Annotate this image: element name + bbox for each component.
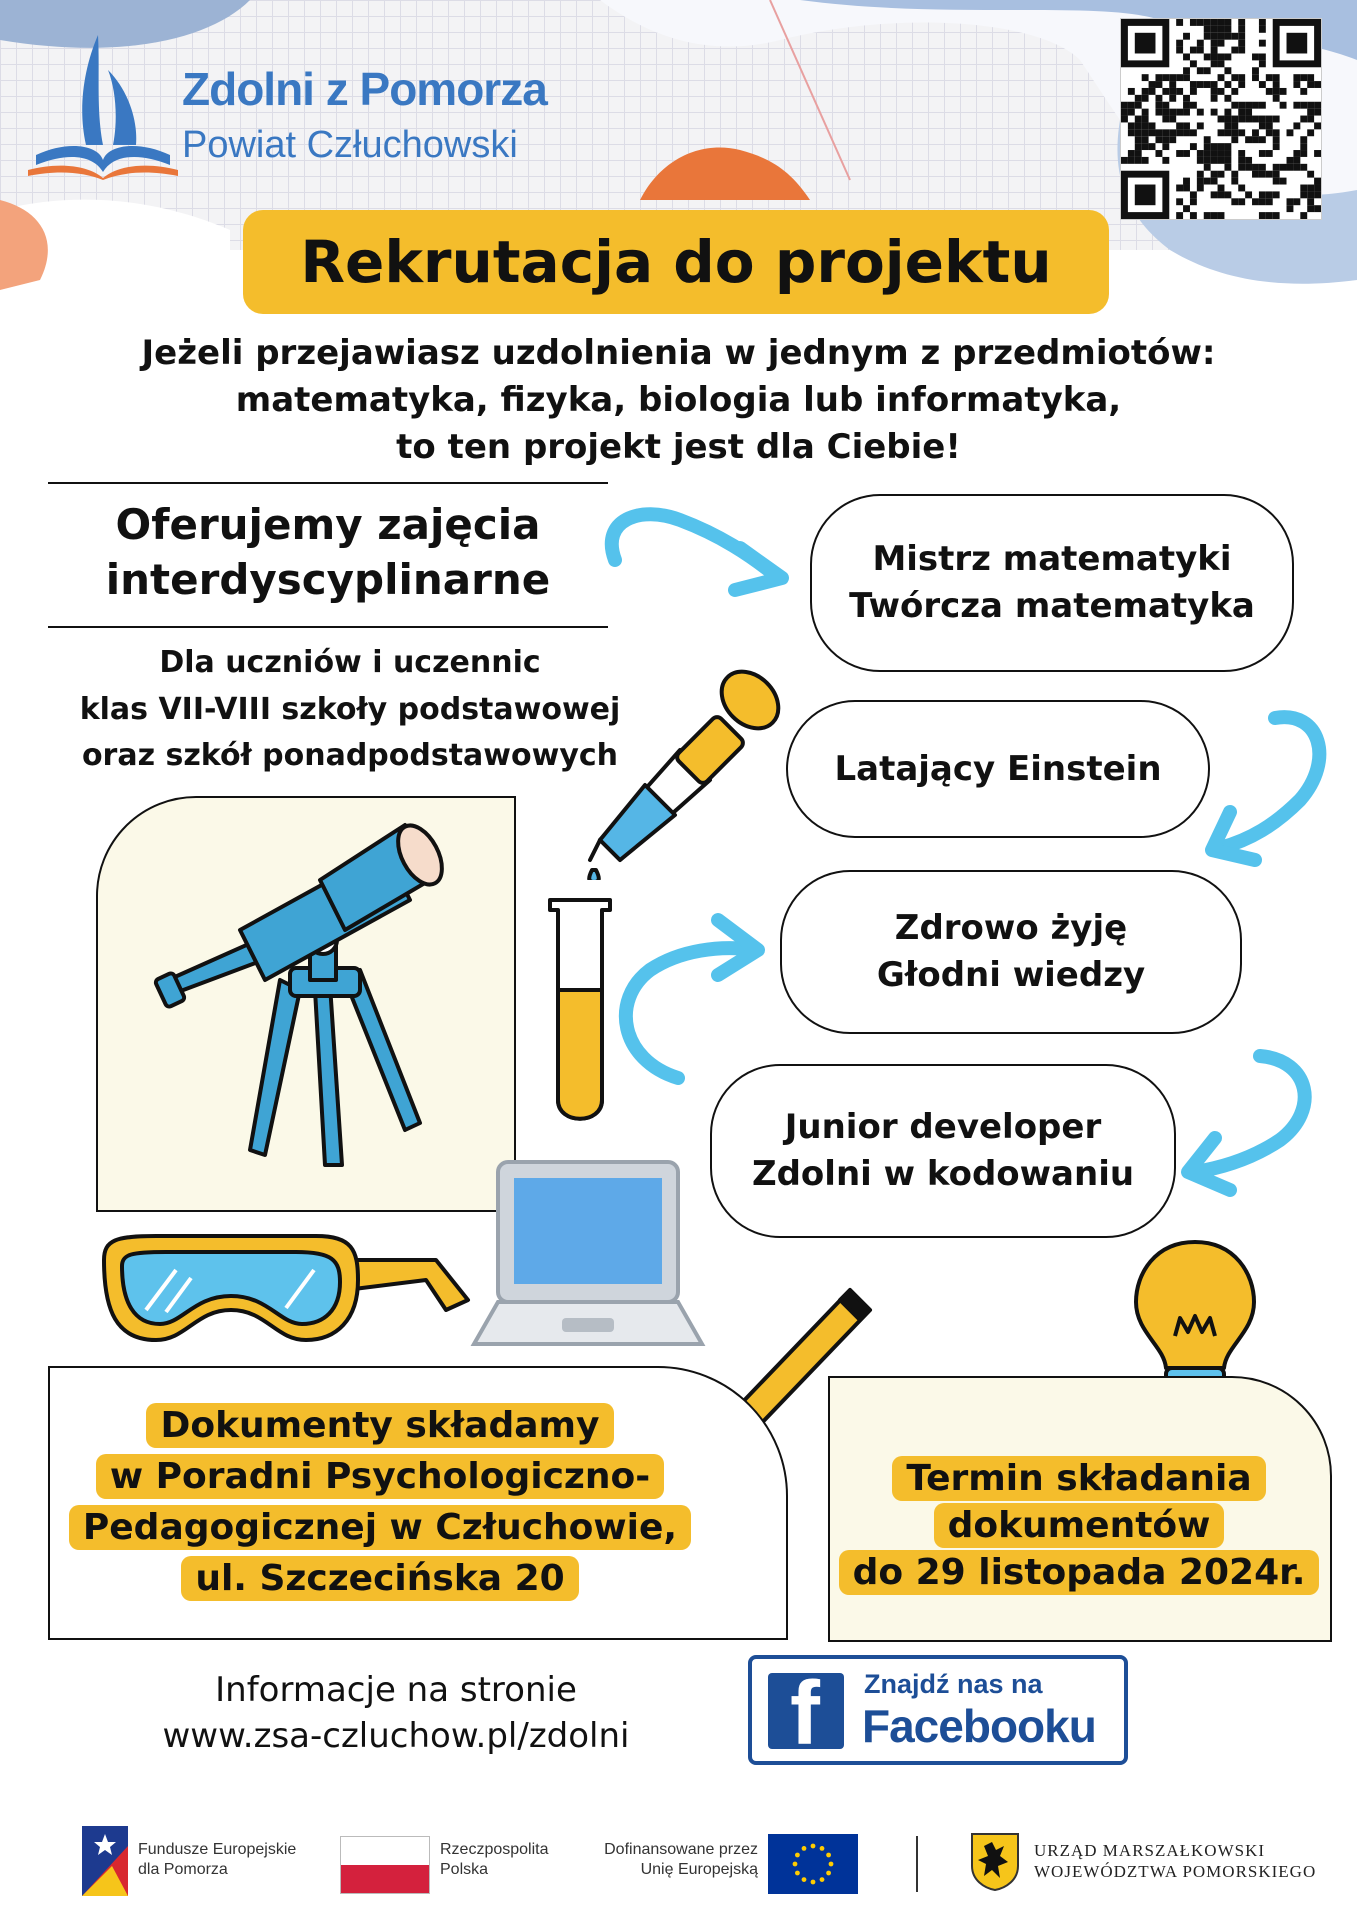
polish-flag-icon <box>340 1836 430 1894</box>
eu-flag-icon <box>768 1834 858 1894</box>
logo-title: Zdolni z Pomorza <box>182 63 547 115</box>
footer-eu-text: Dofinansowane przez Unię Europejską <box>604 1841 758 1878</box>
offer-line: interdyscyplinarne <box>105 554 551 604</box>
footer-fe-text: Fundusze Europejskie dla Pomorza <box>138 1841 297 1878</box>
page-title: Rekrutacja do projektu <box>300 228 1052 296</box>
deadline-text <box>834 1456 1324 1596</box>
intro-line: matematyka, fizyka, biologia lub informatyka, <box>235 379 1122 420</box>
facebook-button[interactable] <box>748 1655 1128 1765</box>
course-line: Twórcza matematyka <box>849 586 1255 626</box>
intro-line: to ten projekt jest dla Ciebie! <box>396 426 961 467</box>
deadline-line: Termin składania <box>892 1456 1265 1501</box>
documents-line: ul. Szczecińska 20 <box>181 1556 578 1601</box>
offer-line: Oferujemy zajęcia <box>115 500 541 549</box>
course-line: Zdolni w kodowaniu <box>751 1154 1135 1194</box>
audience-line: oraz szkół ponadpodstawowych <box>81 738 619 773</box>
footer-divider <box>916 1836 918 1892</box>
facebook-line1: Znajdź nas na <box>864 1669 1043 1699</box>
website-link[interactable]: www.zsa-czluchow.pl/zdolni <box>162 1715 630 1756</box>
course-line: Zdrowo żyję <box>894 908 1128 949</box>
pomorskie-coat-of-arms-icon <box>970 1832 1020 1892</box>
course-line: Mistrz matematyki <box>872 539 1232 580</box>
audience-line: klas VII-VIII szkoły podstawowej <box>79 691 621 727</box>
facebook-icon: f <box>768 1673 844 1749</box>
footer-um-text: URZĄD MARSZAŁKOWSKI WOJEWÓDZTWA POMORSKIEGO <box>1034 1841 1317 1882</box>
documents-line: w Poradni Psychologiczno- <box>96 1454 664 1499</box>
logo-subtitle: Powiat Człuchowski <box>182 124 518 166</box>
fundusze-europejskie-logo <box>82 1826 128 1896</box>
goggles-icon <box>96 1230 476 1350</box>
intro-line: Jeżeli przejawiasz uzdolnienia w jednym z przedmiotów: <box>141 333 1216 373</box>
deadline-line: dokumentów <box>934 1503 1225 1548</box>
info-label: Informacje na stronie <box>215 1670 577 1710</box>
documents-line: Pedagogicznej w Człuchowie, <box>69 1505 691 1550</box>
course-line: Latający Einstein <box>834 748 1162 789</box>
course-line: Junior developer <box>784 1107 1102 1148</box>
course-line: Głodni wiedzy <box>876 955 1146 995</box>
facebook-line2: Facebooku <box>862 1700 1096 1752</box>
info-text <box>110 1668 682 1760</box>
documents-text <box>60 1400 700 1604</box>
audience-line: Dla uczniów i uczennic <box>159 645 541 680</box>
deadline-line: do 29 listopada 2024r. <box>839 1550 1320 1595</box>
laptop-icon <box>470 1158 710 1358</box>
footer-rp-text: Rzeczpospolita Polska <box>440 1841 549 1878</box>
documents-line: Dokumenty składamy <box>146 1403 613 1448</box>
